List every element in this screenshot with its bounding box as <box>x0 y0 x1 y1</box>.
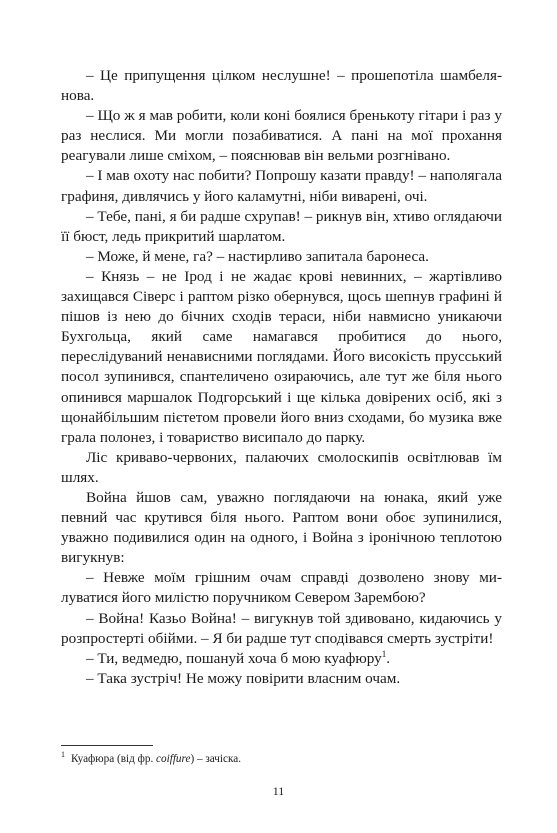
paragraph: – Що ж я мав робити, коли коні боялися бренькоту гітари і раз у раз неслися. Ми могли позабиватися. А пані на мої прохання реагували лише сміхом, – пояснював він вельми розгнівано. <box>61 107 502 165</box>
paragraph: – І мав охоту нас побити? Попрошу казати правду! – наполягала графиня, дивлячись у його каламутні, ніби виварені, очі. <box>61 167 502 205</box>
paragraph: – Невже моїм грішним очам справді дозволено знову милуватися його милістю поручником Севером Зарембою? <box>61 569 502 607</box>
footnote-text-after: ) – зачіска. <box>190 753 242 765</box>
paragraph: – Князь – не Ірод і не жадає крові невинних, – жартівливо захищався Сіверс і раптом різко обернувся, щось шепнув графині й пішов із нею до бічних сходів тераси, ніби навмисно уникаючи Бухгольца, який саме намагався пробитися до нього, переслідуваний ненависними поглядами. Його високість прусський посол зупинився, спантеличено озираючись, але тут же біля нього опинився маршалок Подгорський і ще кілька довірених осіб, які з щонайбільшим пієтетом провели його вниз сходами, бо музика вже грала полонез, і товариство висипало до парку. <box>61 267 502 446</box>
footnote-reference[interactable]: 1 <box>381 648 387 659</box>
paragraph: – Така зустріч! Не можу повірити власним очам. <box>86 669 401 687</box>
page-text <box>61 66 502 689</box>
paragraph-text: – Ти, ведмедю, пошануй хоча б мою куафюру <box>86 649 382 667</box>
paragraph: – Тебе, пані, я би радше схрупав! – рикнув він, хтиво оглядаючи її бюст, ледь прикритий шарлатом. <box>61 207 502 245</box>
paragraph: Война йшов сам, уважно поглядаючи на юнака, який уже певний час крутився біля нього. Раптом вони обоє зупинилися, уважно подивилися один на одного, і Война з іронічною теплотою вигукнув: <box>61 488 502 567</box>
paragraph: Ліс криваво-червоних, палаючих смолоскипів освітлював їм шлях. <box>61 448 502 486</box>
footnote <box>61 752 502 766</box>
footnote-divider <box>61 745 153 746</box>
paragraph-with-footnote-ref: – Ти, ведмедю, пошануй хоча б мою куафюру$^1$. <box>86 648 391 667</box>
paragraph: – Война! Казьо Война! – вигукнув той здивовано, кидаючись у розпростерті обійми. – Я би радше тут сподівався смерть зустріти! <box>61 609 502 647</box>
footnote-number: 1 <box>61 750 65 760</box>
page-number: 11 <box>272 784 285 798</box>
paragraph: – Це припущення цілком неслушне! – прошепотіла шамбелянова. <box>61 67 502 105</box>
footnote-italic-term: coiffure <box>156 753 191 765</box>
footnote-text-before: Куафюра (від фр. <box>71 753 157 765</box>
paragraph: – Може, й мене, га? – настирливо запитала баронеса. <box>86 247 429 265</box>
